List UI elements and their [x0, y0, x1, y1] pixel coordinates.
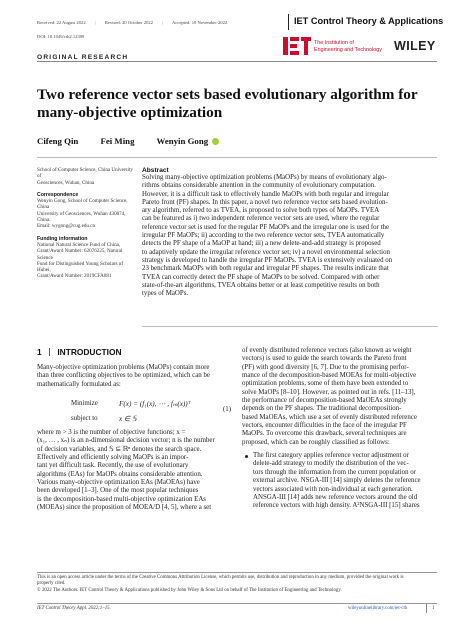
- bullet-text: [253, 452, 438, 510]
- text-line: the performance of decomposition-based MaOEAs strongly: [242, 397, 407, 405]
- funding-line-2: Grant/Award Number: 62076225, Natural Science: [37, 248, 123, 261]
- history-dates: Received: 22 August 2022 | Revised: 20 October 2022 | Accepted: 10 November 2022: [37, 20, 228, 25]
- eq-objective: F(x) = (f₁(x), ⋯ , fₘ(x))ᵀ: [119, 400, 191, 409]
- text-line: depends on the PF shapes. The traditional decomposition-: [242, 405, 402, 413]
- left-column: [37, 364, 233, 512]
- affiliation-block: [37, 167, 137, 280]
- text-line: TVEA can correctly detect the PF shape of MaOPs to be solved. Compared with other: [142, 273, 380, 281]
- intro-para-2: [37, 429, 233, 512]
- received-date: Received: 22 August 2022: [37, 20, 86, 25]
- text-line: The first category applies reference vector adjustment or: [253, 452, 409, 460]
- section-heading: [37, 347, 122, 357]
- text-line: algorithms (EAs) for MaOPs obtains considerable attention.: [37, 470, 203, 478]
- text-line: strategy is developed to handle the irregular PF MaOPs. TVEA is extensively evaluated on: [142, 256, 393, 264]
- text-line: rithms obtains considerable attention in the community of evolutionary computation.: [142, 182, 376, 190]
- author-rule: [37, 157, 437, 158]
- text-line: Pareto front (PF) shapes. In this paper, a novel two reference vector sets based evolution-: [142, 198, 388, 206]
- article-type: ORIGINAL RESEARCH: [37, 54, 129, 61]
- institution-line-1: The Institution of: [314, 40, 354, 46]
- journal-name: IET Control Theory & Applications: [294, 16, 444, 26]
- correspondence-heading: Correspondence: [37, 191, 79, 198]
- text-line: However, it is a difficult task to effectively handle MaOPs with both regular and irregular: [142, 190, 389, 198]
- text-line: mathematically formulated as:: [37, 380, 121, 388]
- article-title: [37, 86, 418, 122]
- text-line: (PF) with good diversity [6, 7]. Due to the promising perfor-: [242, 363, 409, 371]
- eq-number: (1): [223, 406, 232, 414]
- eq-constraint: x ∈ 𝕊: [119, 415, 137, 424]
- text-line: Effectively and efficiently solving MaOPs is an impor-: [37, 454, 189, 462]
- abstract-block: [142, 167, 438, 298]
- copyright-line: © 2022 The Authors. IET Control Theory & Applications published by John Wiley & Sons Ltd on behalf of The Institution of Engineering and Technology.: [37, 587, 342, 593]
- text-line: of decision variables, and 𝕊 ⊆ ℝⁿ denotes the search space.: [37, 445, 202, 453]
- funding-heading: Funding information: [37, 235, 88, 242]
- eq-subject-to: subject to: [71, 415, 98, 423]
- text-line: (x₁, … , xₙ) is an n-dimensional decision vector; n is the number: [37, 437, 215, 445]
- affiliation-line-2: Geosciences, Wuhan, China: [37, 179, 95, 186]
- iet-logo-icon: [283, 37, 311, 55]
- text-line: Many-objective optimization problems (MaOPs) contain more: [37, 364, 210, 371]
- text-line: delete-add strategy to modify the distribution of the vec-: [253, 460, 409, 468]
- text-line: where m > 3 is the number of objective functions; x =: [37, 429, 186, 437]
- abstract-rule: [142, 326, 438, 327]
- revised-date: Revised: 20 October 2022: [104, 20, 153, 25]
- text-line: than three conflicting objectives to be optimized, which can be: [37, 372, 210, 380]
- eq-minimize: Minimize: [71, 400, 98, 408]
- text-line: is the decomposition-based multi-objective optimization EAs: [37, 495, 206, 503]
- text-line: optimization problems, some of them have been extended to: [242, 380, 409, 388]
- text-line: solve MaOPs [8–10]. However, as pointed out in refs. [11–13],: [242, 388, 416, 396]
- text-line: of evenly distributed reference vectors (also known as weight: [242, 347, 412, 354]
- right-para-1: [242, 347, 438, 447]
- right-column: [242, 347, 438, 511]
- text-line: can be featured as i) two independent reference vector sets are used, where the regular: [142, 215, 380, 223]
- footer-rule-2: [37, 603, 437, 604]
- text-line: vectors) is used to guide the search towards the Pareto front: [242, 355, 407, 363]
- title-line-1: Two reference vector sets based evolutionary algorithm for: [37, 86, 418, 103]
- text-line: to adaptively update the irregular reference vector set; iv) a novel environmental selection: [142, 248, 390, 256]
- license-line-2: properly cited.: [37, 581, 66, 587]
- author-2[interactable]: Fei Ming: [100, 136, 135, 146]
- text-line: reference vector set is used for the regular PF MaOPs and the irregular one is used for the: [142, 223, 390, 231]
- correspondence-email[interactable]: Email: wygong@cug.edu.cn: [37, 223, 96, 230]
- accepted-date: Accepted: 10 November 2022: [171, 20, 228, 25]
- text-line: tors through the information from the current population or: [253, 468, 417, 476]
- text-line: proposed, which can be roughly classified as follows:: [242, 438, 390, 446]
- affiliation-line-1: School of Computer Science, China University of: [37, 167, 133, 180]
- header-rule: [37, 61, 437, 62]
- text-line: types of MaOPs.: [142, 290, 189, 298]
- abstract-heading: Abstract: [142, 167, 169, 174]
- text-line: mance of the decomposition-based MOEAs for multi-objective: [242, 372, 417, 380]
- text-line: vectors, encounter difficulties in the face of the irregular PF: [242, 422, 407, 430]
- text-line: Solving many-objective optimization problems (MaOPs) by means of evolutionary algo-: [142, 174, 387, 181]
- text-line: 23 benchmark MaOPs with both regular and irregular PF shapes. The results indicate that: [142, 265, 389, 273]
- abstract-text: [142, 174, 438, 298]
- text-line: ary algorithm, referred to as TVEA, is proposed to solve both types of MaOPs. TVEA: [142, 207, 380, 215]
- equation-1: [37, 393, 233, 429]
- footer-rule: [37, 572, 437, 573]
- correspondence-line-2: University of Geosciences, Wuhan 430074, China.: [37, 210, 126, 224]
- author-list: [37, 136, 219, 146]
- text-line: irregular PF MaOPs; ii) according to the two reference vector sets, TVEA automatically: [142, 232, 385, 240]
- page-number: 1: [432, 606, 435, 611]
- author-1[interactable]: Cifeng Qin: [37, 136, 79, 146]
- license-block: [37, 575, 441, 594]
- text-line: tant yet difficult task. Recently, the use of evolutionary: [37, 462, 189, 470]
- funding-line-4: Grant/Award Number: 2019CFA081: [37, 273, 112, 280]
- bullet-icon: [245, 455, 248, 458]
- correspondence-line-1: Wenyin Gong, School of Computer Science, China: [37, 198, 128, 211]
- intro-para-1: [37, 364, 233, 389]
- institution-name: [314, 40, 382, 53]
- funding-line-3: Fund for Distinguished Young Scholars of Hubei,: [37, 260, 124, 274]
- text-line: detects the PF shape of a MaOP at hand; iii) a new delete-and-add strategy is proposed: [142, 240, 381, 248]
- wiley-logo: WILEY: [394, 39, 436, 53]
- bullet-item-1: [242, 452, 438, 510]
- license-line-1: This is an open access article under the terms of the Creative Commons Attribution License, which permits use, distribution and reproduction in any medium, provided the original work is: [37, 575, 404, 580]
- title-line-2: many-objective optimization: [37, 104, 223, 121]
- text-line: Various many-objective optimization EAs (MaOEAs) have: [37, 479, 200, 487]
- text-line: been developed [1–3]. One of the most popular techniques: [37, 487, 199, 495]
- text-line: based MaOEAs, which use a set of evenly distributed reference: [242, 413, 417, 421]
- text-line: MaOPs. To overcome this drawback, several techniques are: [242, 430, 407, 438]
- text-line: state-of-the-art algorithms, TVEA obtains better or at least competitive results on both: [142, 281, 380, 289]
- page-divider: [426, 604, 427, 613]
- section-title: INTRODUCTION: [57, 347, 122, 357]
- text-line: external archive. NSGA-III [14] simply deletes the reference: [253, 477, 421, 485]
- section-number: 1: [37, 347, 42, 357]
- author-3[interactable]: Wenyin Gong: [156, 136, 209, 146]
- text-line: ANSGA-III [14] adds new reference vectors around the old: [253, 493, 418, 501]
- orcid-icon[interactable]: [212, 138, 219, 145]
- doi[interactable]: DOI: 10.1049/cth2.12399: [37, 34, 85, 39]
- institution-line-2: Engineering and Technology: [314, 46, 382, 53]
- text-line: (MOEAs) since the proposition of MOEA/D [4, 5], where a set: [37, 504, 212, 512]
- journal-divider: [288, 14, 289, 30]
- text-line: reference vectors with high density. A²NSGA-III [15] shares: [253, 502, 420, 510]
- funding-line-1: National Natural Science Fund of China,: [37, 241, 121, 248]
- text-line: vectors associated with non-individual at each generation.: [253, 485, 413, 493]
- citation: IET Control Theory Appl. 2022;1–15.: [37, 606, 111, 611]
- journal-url[interactable]: wileyonlinelibrary.com/iet-cth: [348, 606, 408, 611]
